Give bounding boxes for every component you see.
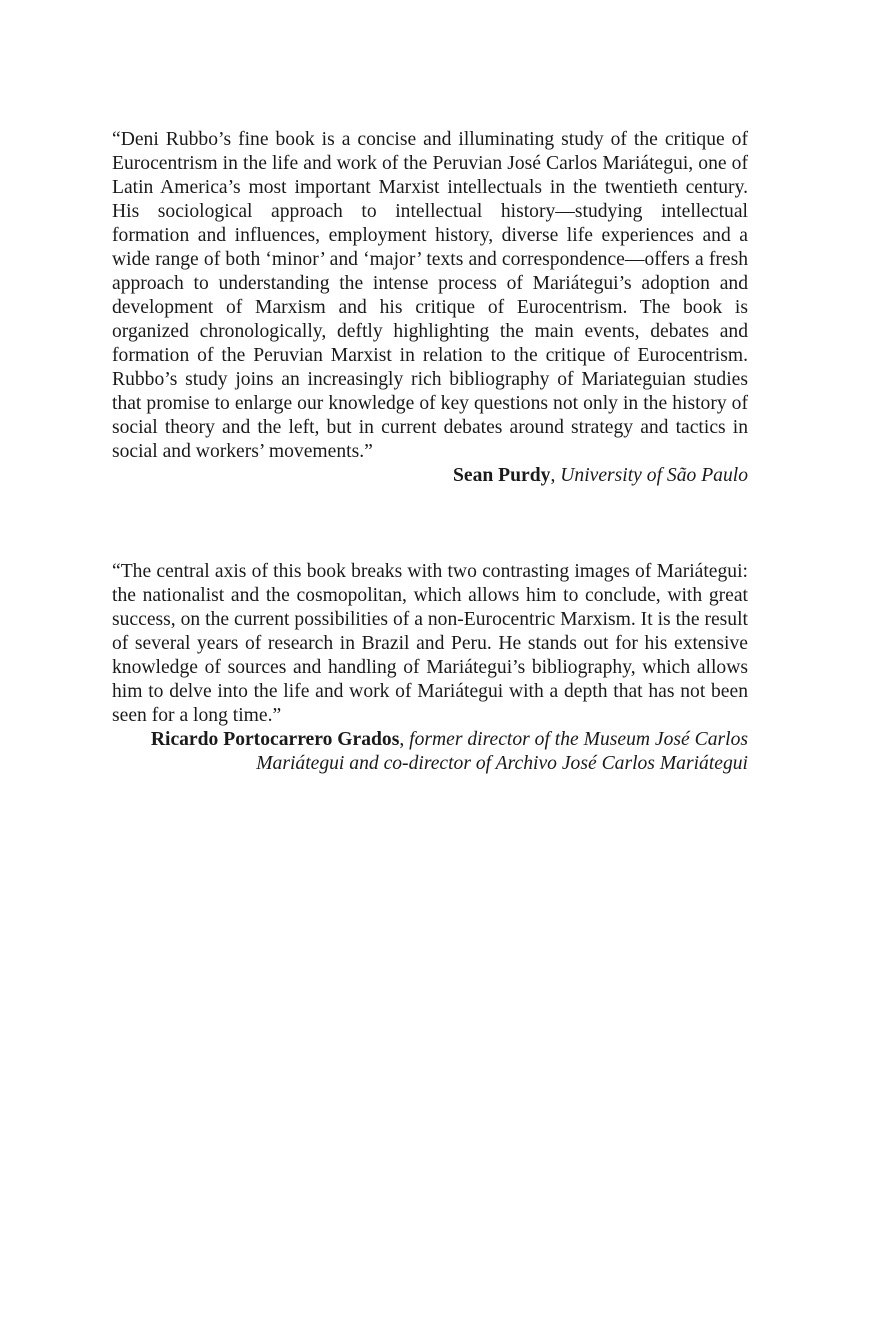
endorsement-quote: “Deni Rubbo’s fine book is a concise and illuminating study of the critique of Eurocentrism in the life and work of the Peruvian José Carlos Mariátegui, one of Latin America’s most important Marxist intellectuals in the twentieth century. His sociological approach to intellectual history—studying intellectual formation and influences, employment history, diverse life experiences and a wide range of both ‘minor’ and ‘major’ texts and correspondence—offers a fresh approach to understanding the intense process of Mariátegui’s adoption and development of Marxism and his critique of Eurocentrism. The book is organized chronologically, deftly highlighting the main events, debates and formation of the Peruvian Marxist in relation to the critique of Eurocentrism. Rubbo’s study joins an increasingly rich bibliography of Mariateguian studies that promise to enlarge our knowledge of key questions not only in the history of social theory and the left, but in current debates around strategy and tactics in social and workers’ movements.” <box>112 129 748 462</box>
endorser-affiliation: University of São Paulo <box>560 465 748 486</box>
endorser-affiliation: former director of the Museum José Carlos Mariátegui and co-director of Archivo José Carlos Mariátegui <box>256 729 748 774</box>
endorsement-1 <box>112 128 748 488</box>
endorsement-quote: “The central axis of this book breaks with two contrasting images of Mariátegui: the nationalist and the cosmopolitan, which allows him to conclude, with great success, on the current possibilities of a non-Eurocentric Marxism. It is the result of several years of research in Brazil and Peru. He stands out for his extensive knowledge of sources and handling of Mariátegui’s bibliography, which allows him to delve into the life and work of Mariátegui with a depth that has not been seen for a long time.” <box>112 561 748 726</box>
endorsement-attribution <box>112 464 748 488</box>
endorsement-attribution <box>112 728 748 776</box>
endorsements-page <box>112 128 748 774</box>
endorsement-2 <box>112 560 748 776</box>
attribution-separator: , <box>550 465 561 486</box>
endorser-name: Sean Purdy <box>453 465 551 486</box>
endorser-name: Ricardo Portocarrero Grados <box>150 729 400 750</box>
attribution-separator: , <box>399 729 410 750</box>
